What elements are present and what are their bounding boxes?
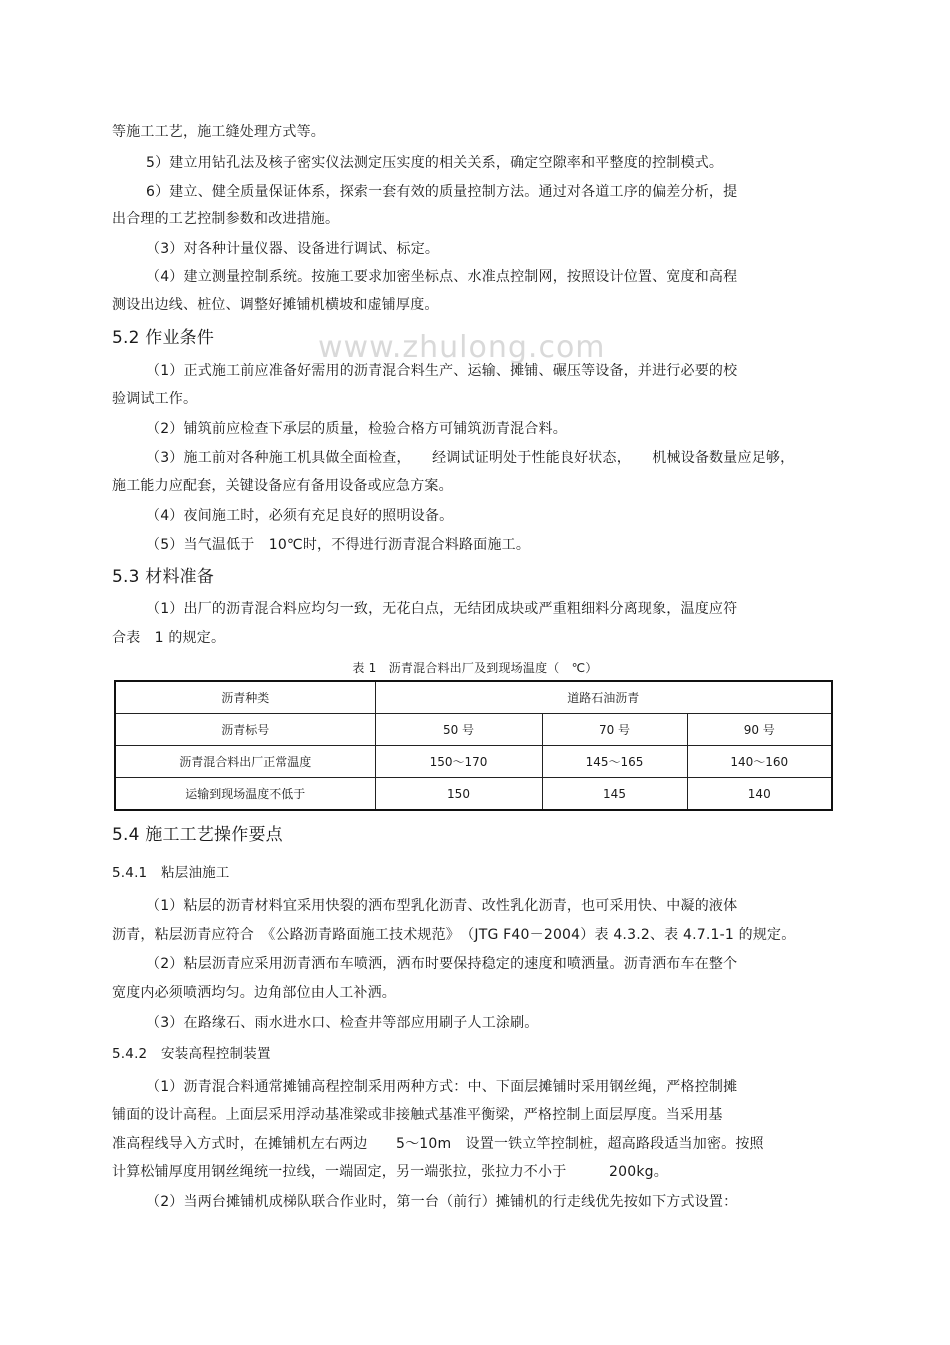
text-line: 施工能力应配套，关键设备应有备用设备或应急方案。: [112, 478, 453, 494]
temperature-table: [114, 680, 833, 811]
text-line: （2）当两台摊铺机成梯队联合作业时，第一台（前行）摊铺机的行走线优先按如下方式设置：: [146, 1194, 738, 1210]
table-row: [115, 746, 832, 778]
table-row: [115, 778, 832, 810]
table-cell: 沥青标号: [115, 713, 375, 745]
text-line: 宽度内必须喷洒均匀。边角部位由人工补洒。: [112, 985, 396, 1001]
table-row: [115, 713, 832, 745]
text-line: 验调试工作。: [112, 391, 198, 407]
table-cell: 145: [542, 778, 687, 810]
text-line: （3）在路缘石、雨水进水口、检查井等部应用刷子人工涂刷。: [146, 1015, 539, 1031]
text-line: （3）施工前对各种施工机具做全面检查， 经调试证明处于性能良好状态， 机械设备数量应足够，: [146, 450, 795, 466]
section-heading: 5.4 施工工艺操作要点: [112, 825, 283, 845]
watermark: www.zhulong.com: [318, 330, 606, 365]
text-line: 铺面的设计高程。上面层采用浮动基准梁或非接触式基准平衡梁，严格控制上面层厚度。当采用基: [112, 1107, 723, 1123]
table-cell: 70 号: [542, 713, 687, 745]
table-cell: 沥青种类: [115, 681, 375, 713]
text-line: 6）建立、健全质量保证体系，探索一套有效的质量控制方法。通过对各道工序的偏差分析，提: [146, 184, 738, 200]
table-caption: 表 1 沥青混合料出厂及到现场温度（ ℃）: [352, 661, 598, 675]
text-line: 5）建立用钻孔法及核子密实仪法测定压实度的相关关系，确定空隙率和平整度的控制模式。: [146, 155, 724, 171]
text-line: （5）当气温低于 10℃时，不得进行沥青混合料路面施工。: [146, 537, 531, 553]
table-row: [115, 681, 832, 713]
text-line: （3）对各种计量仪器、设备进行调试、标定。: [146, 241, 440, 257]
text-line: （1）粘层的沥青材料宜采用快裂的洒布型乳化沥青、改性乳化沥青，也可采用快、中凝的液体: [146, 898, 738, 914]
text-line: （2）铺筑前应检查下承层的质量，检验合格方可铺筑沥青混合料。: [146, 421, 567, 437]
table-cell: 90 号: [687, 713, 832, 745]
text-line: 准高程线导入方式时，在摊铺机左右两边 5～10m 设置一铁立竿控制桩，超高路段适当加密。按照: [112, 1136, 764, 1152]
table-cell: 150～170: [375, 746, 542, 778]
text-line: 沥青，粘层沥青应符合 《公路沥青路面施工技术规范》 （JTG F40－2004）表 4.3.2、表 4.7.1-1 的规定。: [112, 927, 796, 943]
table-cell: 沥青混合料出厂正常温度: [115, 746, 375, 778]
table-cell: 145～165: [542, 746, 687, 778]
text-line: 计算松铺厚度用钢丝绳统一拉线，一端固定，另一端张拉，张拉力不小于 200kg。: [112, 1164, 668, 1180]
section-heading: 5.2 作业条件: [112, 328, 215, 348]
table-cell: 140～160: [687, 746, 832, 778]
section-heading: 5.3 材料准备: [112, 567, 215, 587]
table-cell: 运输到现场温度不低于: [115, 778, 375, 810]
subsection-heading: 5.4.2 安装高程控制装置: [112, 1046, 271, 1062]
text-line: 等施工工艺，施工缝处理方式等。: [112, 124, 325, 140]
text-line: 测设出边线、桩位、调整好摊铺机横坡和虚铺厚度。: [112, 297, 439, 313]
text-line: （1）沥青混合料通常摊铺高程控制采用两种方式：中、下面层摊铺时采用钢丝绳，严格控制摊: [146, 1079, 738, 1095]
text-line: （4）建立测量控制系统。按施工要求加密坐标点、水准点控制网，按照设计位置、宽度和高程: [146, 269, 738, 285]
text-line: （1）出厂的沥青混合料应均匀一致，无花白点，无结团成块或严重粗细料分离现象，温度应符: [146, 601, 738, 617]
subsection-heading: 5.4.1 粘层油施工: [112, 865, 230, 881]
table-cell: 道路石油沥青: [375, 681, 832, 713]
text-line: 合表 1 的规定。: [112, 630, 226, 646]
text-line: 出合理的工艺控制参数和改进措施。: [112, 211, 340, 227]
table-cell: 150: [375, 778, 542, 810]
text-line: （4）夜间施工时，必须有充足良好的照明设备。: [146, 508, 454, 524]
text-line: （1）正式施工前应准备好需用的沥青混合料生产、运输、摊铺、碾压等设备，并进行必要的校: [146, 363, 738, 379]
table-cell: 50 号: [375, 713, 542, 745]
text-line: （2）粘层沥青应采用沥青洒布车喷洒，洒布时要保持稳定的速度和喷洒量。沥青洒布车在整个: [146, 956, 738, 972]
table-cell: 140: [687, 778, 832, 810]
